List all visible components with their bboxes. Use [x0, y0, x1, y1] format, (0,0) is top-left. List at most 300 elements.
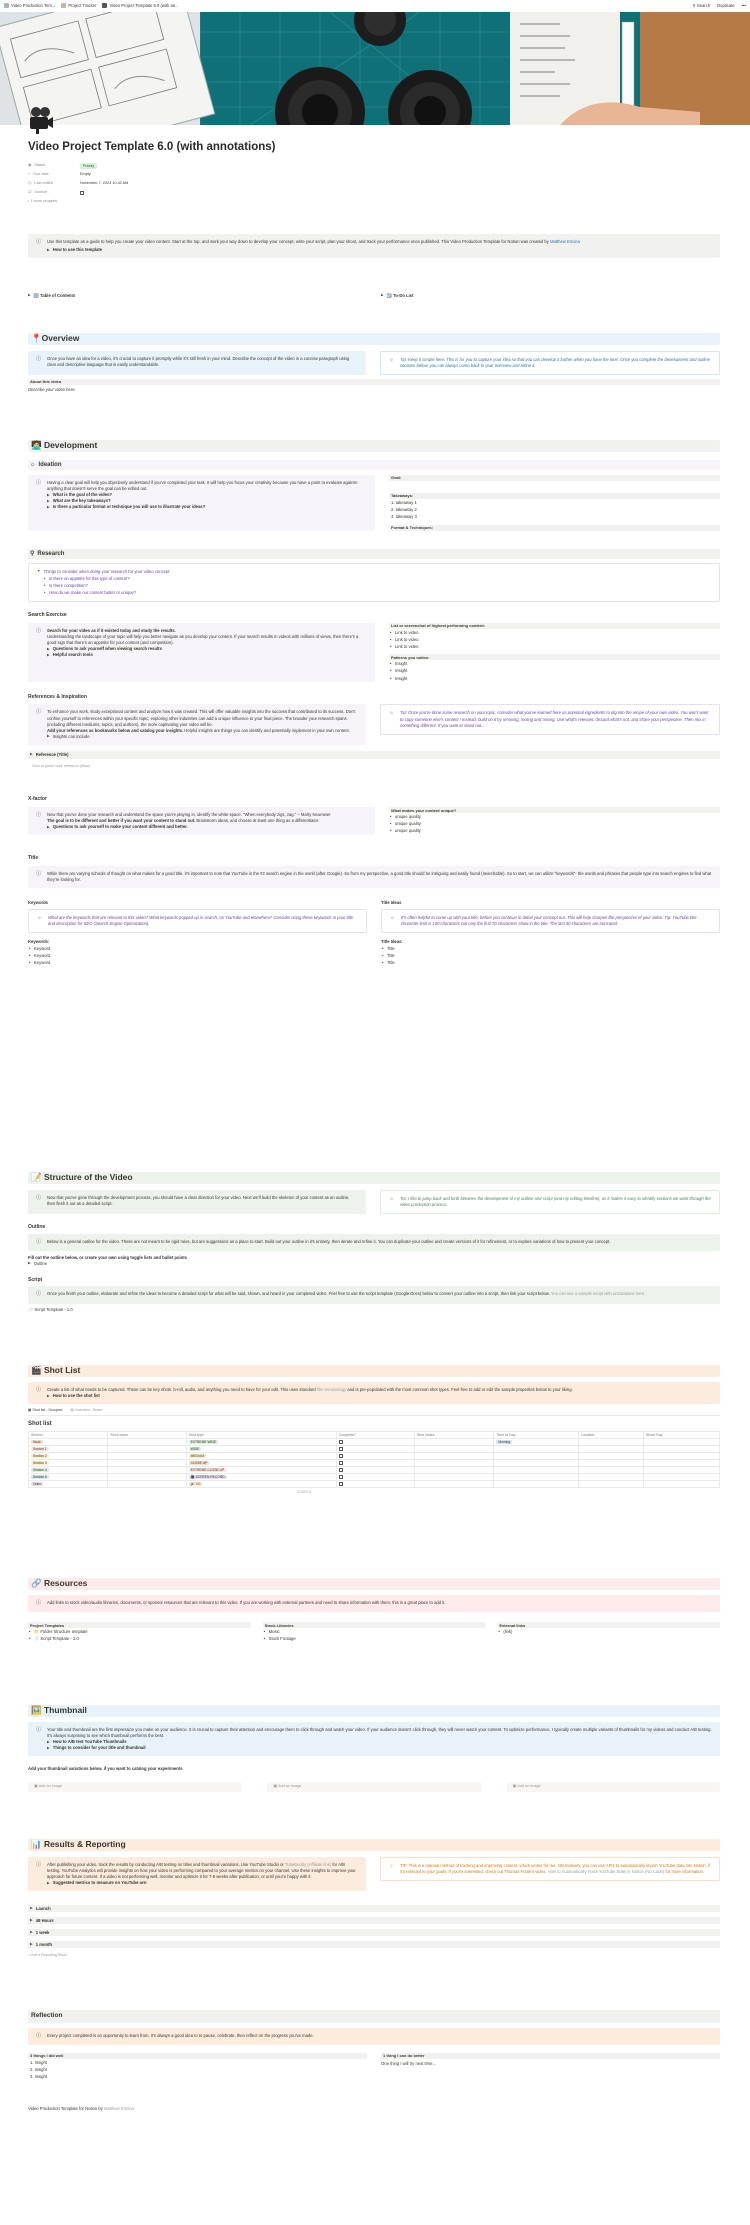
shot-type-tag: WIDE [190, 1446, 200, 1451]
todo-toggle[interactable] [381, 293, 720, 299]
tip-text-2: for more information. [664, 1869, 705, 1875]
title-section-title: Title [28, 855, 39, 862]
outline-instruction: Fill out the outline below, or create your own using toggle lists and bullet points [28, 1255, 187, 1261]
video-link[interactable]: • Link to video [389, 643, 720, 650]
insight-text: Insight [34, 2074, 47, 2080]
location-cell[interactable] [578, 1474, 643, 1481]
toggle-label: Outline [33, 1260, 48, 1266]
callout-bold: The goal is to be different and better if you want your content to stand out. [47, 818, 196, 824]
resource-col-head: Stock Libraries [263, 1622, 486, 1628]
takeaway-item[interactable]: 2. takeaway 2 [391, 507, 417, 513]
todo-label: ☑️ To-Do List [386, 293, 414, 298]
search-exercise-title: Search Exercise [28, 612, 67, 619]
status-icon: ◉ [28, 163, 32, 168]
database-icon [61, 3, 66, 8]
keywords-tip [28, 909, 367, 933]
toggle-triangle-icon: ▶ [47, 247, 50, 252]
table-row[interactable] [29, 1481, 720, 1488]
insight-item[interactable]: 1. Insight [30, 2060, 47, 2066]
tip-text: Tip: Once you're done some research on your topic, consider what you've learned here as potential ingredients to dig into the recipe of your own video. You won't want to copy someone else's content ! Instead, build on it by remixing, mixing and mixing. Use what's relevant, discard what's not, and share your perspective. Then mix in something different. If you want to stand out... [400, 710, 709, 728]
status-badge: Priority [80, 163, 97, 169]
lightbulb-icon: ☼ [390, 915, 395, 922]
info-icon: ⓘ [36, 1238, 42, 1245]
heading-label: Research [37, 550, 65, 557]
complete-checkbox[interactable] [339, 1440, 343, 1444]
location-cell[interactable] [578, 1446, 643, 1453]
add-reporting-button[interactable] [28, 1953, 720, 1958]
insight-item[interactable]: 2. Insight [30, 2067, 47, 2073]
info-icon: ⓘ [36, 1727, 42, 1733]
resource-link[interactable]: • 📄 Script Template - 1.0 [28, 1635, 251, 1642]
development-section [28, 440, 720, 966]
unique-item[interactable]: • unique quality [389, 820, 720, 827]
prop-value: Empty [80, 172, 91, 177]
section-tag: Section 4 [33, 1467, 47, 1472]
results-section [28, 1839, 720, 1958]
lightbulb-icon: ☼ [389, 357, 394, 363]
sample-script-link[interactable]: You can see a sample script with annotations here. [549, 1291, 646, 1297]
table-header [29, 1432, 720, 1439]
shot-type-tag: MEDIUM [190, 1453, 204, 1458]
tip-text: Tip: I like to jump back and forth between the development of my outline and script (and my editing timeline), as it makes it easy to identify sections we want through the video production process. [400, 1196, 711, 1208]
properties [28, 162, 720, 207]
title-item[interactable]: • Title [381, 952, 720, 959]
image-label: Add an image [517, 1784, 541, 1789]
table-row[interactable] [29, 1474, 720, 1481]
insight-item[interactable]: 3. Insight [30, 2074, 47, 2080]
callout-text: Once you finish your outline, elaborate and refine the ideas to become a detailed script for what will be said, shown, and heard in your completed video. Feel free to use the script template (Google Docs) below to convert your outline into a script, then link your script below. [47, 1291, 550, 1297]
insight-text: Insight [34, 2060, 47, 2066]
callout-text: Every project completed is an opportunity to learn from. It's always a good idea to to pause, celebrate, then reflect on the progress you've made. [47, 2032, 314, 2038]
shot-type-tag: EXTREME CLOSE UP [190, 1467, 225, 1472]
page-content [28, 140, 720, 2111]
location-cell[interactable] [578, 1439, 643, 1446]
tab-grouped[interactable] [28, 1408, 62, 1413]
column-header[interactable]: Time of Day [494, 1432, 579, 1439]
toggle-triangle-icon: ▶ [47, 652, 50, 657]
script-template-link[interactable] [28, 1307, 720, 1313]
view-tabs [28, 1408, 720, 1416]
image-placeholder[interactable] [28, 1782, 241, 1792]
callout-bold: Add your references as bookmarks below and catalog your insights. [47, 727, 184, 733]
toggle-triangle-icon: ▶ [47, 1745, 50, 1750]
info-icon: ⓘ [36, 239, 42, 245]
calendar-icon: □ [28, 172, 31, 177]
toggle-label: How to use this template [52, 247, 103, 253]
toggle-label: Helpful search tools [52, 652, 93, 658]
button-label: Add a Reporting Block [30, 1953, 67, 1958]
metrics-toggle[interactable] [47, 1880, 358, 1886]
callout-text: Having a clear goal will help you objectively understand if you've completed your task. It will help you focus your creativity because you have a point to evaluate against- anything that doesn't serve the goal can be edited out. [47, 480, 359, 492]
callout-text: Understanding the landscape of your topic will help you better navigate as you develop your content. If your search results in videos with millions of views, then there's a good sign that there's an appetite for your content (and competition). [47, 633, 359, 646]
toggle-label: Questions to ask yourself when viewing search results [52, 646, 162, 652]
shot-notes-cell[interactable] [414, 1453, 494, 1460]
film-terminology-link[interactable]: film terminology [316, 1387, 347, 1392]
toggle-triangle-icon: ▶ [47, 646, 50, 651]
image-placeholder[interactable] [507, 1782, 720, 1792]
breadcrumb-3[interactable] [102, 3, 178, 9]
document-icon: 📄 [28, 1306, 34, 1312]
shot-name-cell[interactable] [108, 1481, 186, 1488]
structure-tip [380, 1190, 720, 1214]
outline-toggle[interactable] [28, 1261, 720, 1267]
property-due-date[interactable] [28, 171, 720, 180]
thumbnail-heading: 🖼️ Thumbnail [28, 1705, 720, 1717]
clock-icon: ◷ [28, 181, 32, 186]
xfactor-callout [28, 807, 375, 835]
video-link[interactable]: • Link to video [389, 636, 720, 643]
section-tag: Section 2 [33, 1453, 47, 1458]
toggle-label: Launch [35, 1906, 51, 1912]
tip-text: Tip: Keep it simple here. This is for you to capture your idea so that you can develop it further when you have the time. Once you complete the development and outline sections below, you can always come back to your overview and refine it. [400, 357, 711, 369]
patterns-label: Patterns you notice: [389, 654, 720, 660]
callout-text: Below is a general outline for the video. These are not meant to be rigid rules, but are suggestions as a place to start. Build out your outline in it's entirety, then iterate and refine it. You can duplicate your outline and create versions of it for refinement, or to explore variations of how to present your concept. [47, 1238, 611, 1244]
thumbnail-add-label: Add your thumbnail variations below, if you want to catalog your experiments [28, 1766, 183, 1772]
goal-label: Goal: [389, 475, 720, 481]
research-item: • Is there competition? [43, 582, 711, 589]
info-icon: ⓘ [36, 709, 42, 716]
shot-type-tag: CLOSE UP [190, 1460, 208, 1465]
title-item[interactable]: • Title [381, 945, 720, 952]
ideas-head: Title Ideas [381, 900, 402, 906]
toggle-triangle-icon: ▶ [47, 1739, 50, 1744]
results-tip [380, 1857, 720, 1881]
description-field[interactable]: Describe your video here. [28, 387, 76, 393]
callout-text: To enhance your work, study exceptional content and analyze how it was created. This will offer valuable insights into the success that contributed to its success. Don't confine yourself to references within your specific topic; exploring other industries can add a unique influence to your final piece. The broader your research spans (including different mediums, topics, and authors), the more captivating your video will be. [47, 709, 356, 727]
table-row[interactable] [29, 1439, 720, 1446]
shot-notes-cell[interactable] [414, 1474, 494, 1481]
references-callout [28, 704, 366, 744]
launch-toggle[interactable] [28, 1905, 720, 1912]
shot-type-tag: 🎥 SCREEN RECORD [190, 1474, 225, 1479]
table-row[interactable] [29, 1467, 720, 1474]
chevron-right-icon: › [28, 199, 31, 204]
column-header[interactable]: Complete? [336, 1432, 414, 1439]
toggle-triangle-icon: ▶ [30, 1930, 33, 1935]
ideas-label: Title Ideas: [381, 939, 403, 945]
more-button[interactable]: ••• [741, 3, 746, 9]
prop-key: Status [34, 163, 46, 168]
breadcrumb-1[interactable] [4, 3, 55, 9]
results-heading: 📊 Results & Reporting [28, 1839, 720, 1851]
video-link[interactable]: • Link to video [389, 629, 720, 636]
research-callout [28, 563, 720, 603]
toggle-label: Questions to ask yourself to make your content different and better. [52, 824, 188, 830]
reflection-section [28, 2010, 720, 2080]
section-tag: Section 5 [33, 1474, 47, 1479]
how-to-toggle[interactable] [47, 247, 580, 253]
heading-label: Ideation [38, 462, 62, 468]
property-status[interactable] [28, 162, 720, 171]
insight-item[interactable]: • Insight [389, 660, 720, 667]
section-tag: Outro [33, 1481, 42, 1486]
tip-text: What are the keywords that are relevant to this video? What keywords popped up in search, on YouTube and elsewhere? Consider using these keywords in your title and description for SEO (Search Engine Optimization). [48, 915, 354, 927]
complete-checkbox[interactable] [339, 1447, 343, 1451]
toggle-triangle-icon: ▶ [47, 492, 50, 497]
shot-name-cell[interactable] [108, 1467, 186, 1474]
link-label: Script Template - 1.0 [34, 1306, 73, 1312]
callout-text: Once you have an idea for a video, it's crucial to capture it promptly while it's still fresh in your mind. Describe the concept of the video in a concise paragraph using clear and descriptive language that is easily understandable. [47, 356, 350, 368]
toggle-label: Suggested metrics to measure on YouTube are: [52, 1880, 148, 1886]
more-props-label: 1 more property [30, 199, 58, 204]
takeaway-item[interactable]: 3. takeaway 3 [391, 514, 417, 520]
search-toggle-2[interactable] [47, 652, 367, 658]
list-label: List or screenshot of highest performing content: [389, 623, 720, 629]
insight-item[interactable]: • Insight [389, 675, 720, 682]
research-heading [28, 549, 720, 559]
footer-author-link[interactable]: Matthew Encina [103, 2106, 134, 2111]
resource-link[interactable]: • 📁 Folder Structure template [28, 1628, 251, 1635]
complete-checkbox[interactable] [339, 1454, 343, 1458]
top-bar [0, 0, 750, 12]
intro-callout [28, 234, 720, 258]
lightbulb-icon: ☼ [389, 1863, 394, 1869]
toggle-label: Things to consider when doing your research for your video concept [43, 568, 170, 574]
toggle-triangle-icon: ▶ [381, 293, 384, 298]
shot-table [28, 1431, 720, 1488]
outline-title: Outline [28, 1224, 46, 1231]
complete-checkbox[interactable] [339, 1482, 343, 1486]
column-header[interactable]: Shot name [108, 1432, 186, 1439]
callout-text-2: and is pre-populated with the most common shot types. Feel free to add or edit the sample properties below to your liking. [346, 1387, 573, 1392]
toggle-triangle-icon: ▶ [28, 1261, 31, 1266]
overview-section [28, 333, 720, 393]
board-icon: ▤ [70, 1408, 74, 1413]
shot-notes-cell[interactable] [414, 1439, 494, 1446]
takeaway-text: takeaway 3 [395, 514, 417, 520]
shot-notes-cell[interactable] [414, 1481, 494, 1488]
research-item: • How do we make our content better or unique? [43, 589, 711, 596]
resources-heading: 🔗 Resources [28, 1578, 720, 1590]
callout-text: Add links to stock video/audio libraries, documents, or sponsor resources that are relevant to this video. If you are working with external partners and need to share information with them, this is a great place to add it. [47, 1600, 446, 1605]
shotlist-heading: 🎬 Shot List [28, 1365, 720, 1377]
insight-text: Insight [34, 2067, 47, 2073]
overview-callout [28, 351, 366, 375]
resource-link[interactable]: • (link) [497, 1628, 720, 1635]
shotlist-toggle[interactable] [47, 1393, 573, 1399]
shot-name-cell[interactable] [108, 1446, 186, 1453]
plus-icon: + [28, 1953, 31, 1958]
did-well-head: 3 things I did well [28, 2053, 367, 2059]
toggle-label: Things to consider for your title and thumbnail [52, 1745, 146, 1751]
keyword-item[interactable]: • Keyword [28, 959, 367, 966]
page-title[interactable]: Video Project Template 6.0 (with annotations) [28, 141, 276, 153]
lightbulb-icon: ☼ [389, 1196, 394, 1202]
search-label: Search [696, 3, 711, 9]
toggle-triangle-icon: ▶ [47, 824, 50, 829]
prop-key: Last edited [34, 181, 53, 186]
callout-text: Create a list of what needs to be captured. These can be key shots, b-roll, audio, and anything you need to have for your edit. This uses standard [47, 1387, 317, 1392]
tip-text: TIP: This is a manual method of tracking and improving content, which works for me. Alternatively, you can use APIs to automatically import YouTube data into Notion, if it's relevant to your goals. If you're interested, check out Thomas Frank's video, [400, 1863, 711, 1875]
shoot-day-cell[interactable] [643, 1446, 719, 1453]
lightbulb-icon: ☼ [389, 710, 394, 717]
property-archive[interactable] [28, 189, 720, 198]
toggle-triangle-icon: ▶ [30, 752, 33, 757]
section-tag: Section 3 [33, 1460, 47, 1465]
location-cell[interactable] [578, 1467, 643, 1474]
thumbnail-callout [28, 1722, 720, 1756]
insights-toggle[interactable] [47, 734, 358, 740]
shoot-day-cell[interactable] [643, 1474, 719, 1481]
complete-checkbox[interactable] [339, 1468, 343, 1472]
callout-text-2: Helpful insights are things you can identify and potentially implement in your own content. [183, 727, 350, 733]
table-row[interactable] [29, 1446, 720, 1453]
column-header[interactable]: Shot Notes [414, 1432, 494, 1439]
info-icon: ⓘ [36, 812, 42, 819]
xfactor-toggle[interactable] [47, 824, 331, 830]
column-header[interactable]: Shoot Day [643, 1432, 719, 1439]
shoot-day-cell[interactable] [643, 1460, 719, 1467]
results-callout [28, 1857, 366, 1891]
toggle-triangle-icon: ▶ [28, 293, 31, 298]
insight-item[interactable]: • Insight [389, 667, 720, 674]
info-icon: ⓘ [36, 1291, 42, 1298]
shot-name-cell[interactable] [108, 1453, 186, 1460]
toggle-triangle-icon: ▶ [47, 504, 50, 509]
section-tag: Section 1 [33, 1446, 47, 1451]
image-icon: ▣ [512, 1784, 517, 1789]
resource-link[interactable]: • Music [263, 1628, 486, 1635]
more-properties[interactable] [28, 198, 720, 207]
ideation-callout [28, 475, 375, 530]
column-header[interactable]: Shot type [186, 1432, 336, 1439]
info-icon: ⓘ [36, 1600, 42, 1606]
location-cell[interactable] [578, 1481, 643, 1488]
resources-callout [28, 1595, 720, 1612]
shot-name-cell[interactable] [108, 1460, 186, 1467]
lightbulb-icon: ☼ [37, 915, 42, 922]
takeaway-text: takeaway 2 [395, 507, 417, 513]
title-item[interactable]: • Title [381, 959, 720, 966]
breadcrumb-label: Video Production Tem... [11, 3, 56, 9]
cover-image[interactable] [0, 12, 750, 125]
keyword-item[interactable]: • Keyword [28, 952, 367, 959]
reference-toggle[interactable] [28, 751, 720, 759]
unique-item[interactable]: • unique quality [389, 827, 720, 834]
title-callout [28, 866, 720, 888]
development-heading: 🧑‍💻 Development [28, 440, 720, 452]
about-label: About this video [28, 379, 720, 385]
shot-notes-cell[interactable] [414, 1446, 494, 1453]
unique-item[interactable]: • unique quality [389, 813, 720, 820]
image-placeholder[interactable] [267, 1782, 480, 1792]
toggle-label: What are the key takeaways? [52, 498, 111, 504]
complete-checkbox[interactable] [339, 1461, 343, 1465]
author-link[interactable]: Matthew Encina [550, 239, 580, 244]
column-header[interactable]: Section [29, 1432, 108, 1439]
shoot-day-cell[interactable] [643, 1481, 719, 1488]
table-row[interactable] [29, 1460, 720, 1467]
shotlist-section [28, 1365, 720, 1495]
tab-board[interactable] [70, 1408, 102, 1413]
overview-tip [380, 351, 720, 375]
toggle-label: How to use the shot list [52, 1393, 100, 1399]
table-row[interactable] [29, 1453, 720, 1460]
breadcrumb-2[interactable] [61, 3, 96, 9]
shoot-day-cell[interactable] [643, 1467, 719, 1474]
keywords-label: Keywords: [28, 939, 50, 945]
archive-checkbox[interactable] [80, 191, 84, 195]
callout-quote: Now that you've done your research and understand the space you're playing in, identify the white space. "When everybody zigs, zag." – Marty Neumeier [47, 812, 331, 818]
callout-text-2: for A/B testing. YouTube Analytics will provide insights on how your video is performing compared to your average metrics on your channel. Use these insights to improve your approach for future content. If a video is not performing well, monitor and optimize it for 7-8 weeks after publication, or until you're happy with it [47, 1862, 356, 1880]
callout-text: Your title and thumbnail are the first impression you make on your audience. It is crucial to capture their attention and encourage them to click through and watch your video. If your audience doesn't click through, they will never watch your content. To optimize performance, I typically create multiple variants of thumbnails for my videos and conduct A/B testing. It's always surprising to see which thumbnail performs the best. [47, 1727, 712, 1739]
1-week-toggle[interactable] [28, 1929, 720, 1936]
do-better-field[interactable]: One thing I will try next time... [381, 2061, 436, 2067]
shot-name-cell[interactable] [108, 1439, 186, 1446]
references-title: References & Inspiration [28, 693, 87, 700]
shot-notes-cell[interactable] [414, 1467, 494, 1474]
format-label: Format & Techniques: [389, 525, 720, 531]
intro-text: Use this template as a guide to help you create your video content. Start at the top, and work your way down to develop your concept, write your script, plan your shoot, and track your performance once published. This Video Production Template for Notion was created by [47, 239, 551, 244]
toggle-triangle-icon: ▶ [47, 498, 50, 503]
callout-text: While there are varying schools of thought on what makes for a good title, it's important to note that YouTube is the #2 search engine in the world (after Google). So from my perspective, a good title should be intriguing and easily found (searchable). So to start, we can utilize "keywords"- the words and phrases that people type into search engines to find what they're looking for. [47, 871, 712, 883]
info-icon: ⓘ [36, 480, 42, 487]
magnifier-icon: ⚲ [30, 550, 35, 557]
1-month-toggle[interactable] [28, 1941, 720, 1948]
tab-label: Shot list - Grouped [32, 1408, 63, 1413]
search-button[interactable] [693, 3, 711, 9]
toc-toggle[interactable] [28, 293, 367, 299]
tab-label: Overview - Board [74, 1408, 103, 1413]
search-icon: ⚲ [692, 3, 696, 9]
shoot-day-cell[interactable] [643, 1453, 719, 1460]
complete-checkbox[interactable] [339, 1475, 343, 1479]
image-icon: ▣ [34, 1784, 38, 1789]
checkbox-icon: ☑ [28, 190, 32, 195]
references-tip [380, 704, 720, 734]
takeaway-item[interactable]: 1. takeaway 1 [391, 500, 417, 506]
toggle-triangle-icon: ▶ [30, 1918, 33, 1923]
thumbnail-section [28, 1705, 720, 1792]
unique-label: What makes your content unique? [389, 807, 720, 813]
outline-callout [28, 1234, 720, 1251]
toggle-label: 1 month [35, 1942, 53, 1948]
page-icon [4, 3, 9, 8]
structure-heading: 📝 Structure of the Video [28, 1172, 720, 1184]
keyword-item[interactable]: • Keyword [28, 945, 367, 952]
shot-name-cell[interactable] [108, 1474, 186, 1481]
column-header[interactable]: Location [578, 1432, 643, 1439]
search-exercise-callout [28, 623, 375, 682]
thumbnail-toggle-2[interactable] [47, 1745, 712, 1751]
prop-value: November 7, 2023 10:42 AM [80, 181, 129, 186]
toc-row [28, 293, 720, 299]
page-icon-camera[interactable] [28, 106, 54, 134]
thomas-frank-link[interactable]: How to Automatically Track YouTube Stats in Notion (No Code) [547, 1869, 665, 1875]
callout-text: After publishing your video, track the results by conducting A/B testing on titles and thumbnail variations. Use YouTube Studio or [47, 1862, 285, 1867]
tubebuddy-link[interactable]: TubeBuddy (Affiliate link) [284, 1862, 332, 1867]
48h-toggle[interactable] [28, 1917, 720, 1924]
lightbulb-icon: ☼ [30, 462, 36, 468]
shoot-day-cell[interactable] [643, 1439, 719, 1446]
property-last-edited [28, 180, 720, 189]
resource-link[interactable]: • Stock Footage [263, 1635, 486, 1642]
toggle-triangle-icon: ▼ [37, 569, 41, 574]
image-label: Add an image [277, 1784, 302, 1789]
toggle-label: How to A/B test YouTube Thumbnails [52, 1739, 127, 1745]
do-better-head: 1 thing I can do better [381, 2053, 720, 2059]
ideation-toggle-3[interactable] [47, 504, 367, 510]
location-cell[interactable] [578, 1453, 643, 1460]
location-cell[interactable] [578, 1460, 643, 1467]
tip-text: It's often helpful to come up with your title, before you continue to detail your concept out. This will help sharpen the perspective of your video. Tip: YouTube title character limit is 100 characters but only the first 70 characters show in the title. The last 30 characters are truncated. [401, 915, 697, 927]
script-title: Script [28, 1276, 43, 1283]
reference-placeholder[interactable]: Click to paste more reference (Alias) [32, 763, 91, 768]
duplicate-button[interactable]: Duplicate [717, 3, 735, 9]
shot-notes-cell[interactable] [414, 1460, 494, 1467]
info-icon: ⓘ [36, 356, 42, 362]
ideation-heading [28, 460, 720, 470]
